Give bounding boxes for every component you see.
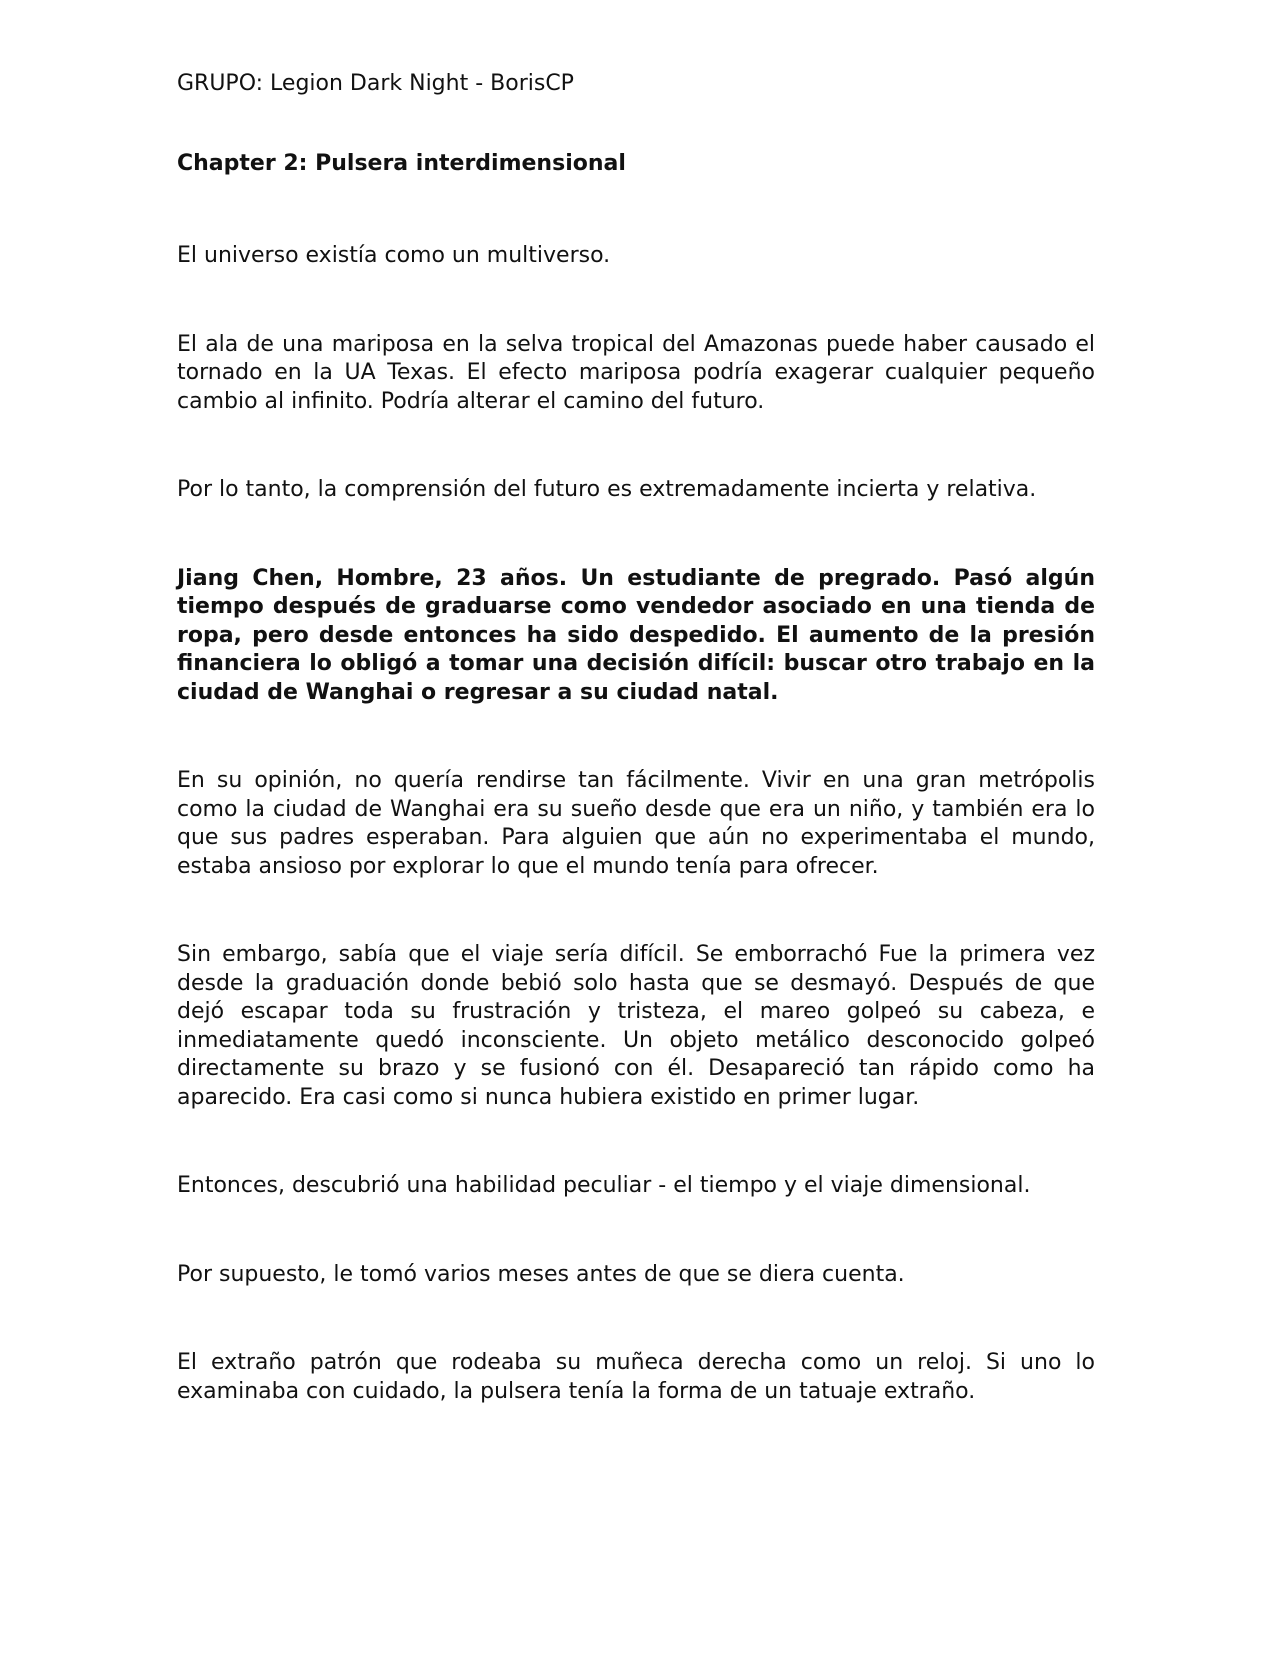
group-header: GRUPO: Legion Dark Night - BorisCP [177,71,574,96]
paragraph-8: Por supuesto, le tomó varios meses antes de que se diera cuenta. [177,1261,905,1287]
paragraph-3: Por lo tanto, la comprensión del futuro es extremadamente incierta y relativa. [177,477,1037,502]
paragraph-7: Entonces, descubrió una habilidad peculiar - el tiempo y el viaje dimensional. [177,1173,1031,1198]
paragraph-2: El ala de una mariposa en la selva tropical del Amazonas puede haber causado el tornado en la UA Texas. El efecto mariposa podría exagerar cualquier pequeño cambio al infinito. Podría alterar el camino del futuro. [177,331,1095,414]
paragraph-9: El extraño patrón que rodeaba su muñeca derecha como un reloj. Si uno lo examinaba con cuidado, la pulsera tenía la forma de un tatuaje extraño. [177,1350,1095,1404]
paragraph-6: Sin embargo, sabía que el viaje sería difícil. Se emborrachó Fue la primera vez desde la graduación donde bebió solo hasta que se desmayó. Después de que dejó escapar toda su frustración y tristeza, el mareo golpeó su cabeza, e inmediatamente quedó inconsciente. Un objeto metálico desconocido golpeó directamente su brazo y se fusionó con él. Desapareció tan rápido como ha aparecido. Era casi como si nunca hubiera existido en primer lugar. [177,942,1095,1110]
chapter-title: Chapter 2: Pulsera interdimensional [177,151,626,176]
paragraph-5: En su opinión, no quería rendirse tan fácilmente. Vivir en una gran metrópolis como la ciudad de Wanghai era su sueño desde que era un niño, y también era lo que sus padres esperaban. Para alguien que aún no experimentaba el mundo, estaba ansioso por explorar lo que el mundo tenía para ofrecer. [177,768,1095,879]
paragraph-1: El universo existía como un multiverso. [177,243,611,268]
document-page [177,70,1095,1406]
paragraph-4-character-intro: Jiang Chen, Hombre, 23 años. Un estudiante de pregrado. Pasó algún tiempo después de graduarse como vendedor asociado en una tienda de ropa, pero desde entonces ha sido despedido. El aumento de la presión financiera lo obligó a tomar una decisión difícil: buscar otro trabajo en la ciudad de Wanghai o regresar a su ciudad natal. [177,565,1095,705]
